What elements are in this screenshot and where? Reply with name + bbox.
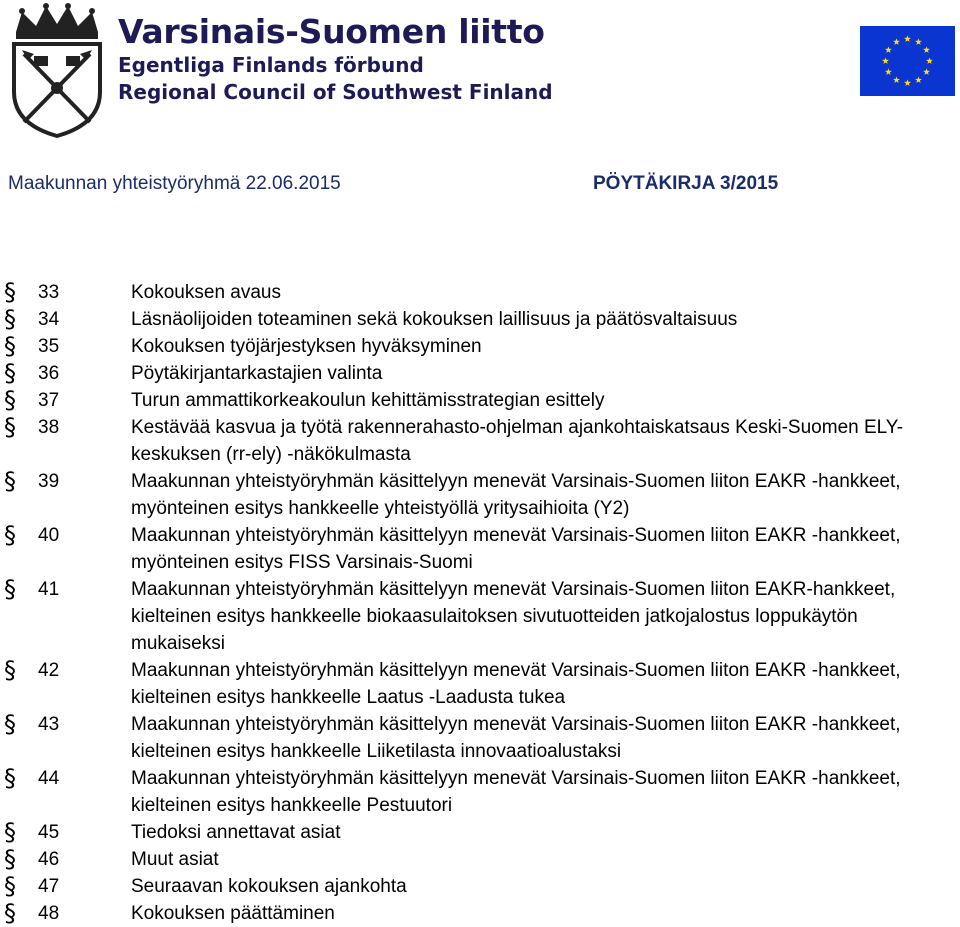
agenda-item-line: Kestävää kasvua ja työtä rakennerahasto-ohjelman ajankohtaiskatsaus Keski-Suomen ELY-	[131, 417, 904, 438]
agenda-item-number: 46	[38, 849, 60, 870]
agenda-item-number: 44	[38, 768, 60, 789]
section-symbol: §	[4, 305, 16, 333]
section-symbol: §	[4, 521, 16, 549]
agenda-item-text	[131, 846, 951, 873]
agenda-item	[0, 360, 960, 387]
agenda-item-text	[131, 522, 951, 576]
agenda-item	[0, 522, 960, 576]
organization-name-english: Regional Council of Southwest Finland	[118, 80, 553, 104]
section-symbol: §	[4, 710, 16, 738]
eu-star-icon	[926, 57, 933, 64]
section-symbol: §	[4, 899, 16, 927]
agenda-item-text	[131, 360, 951, 387]
agenda-item	[0, 711, 960, 765]
eu-star-icon	[893, 76, 900, 83]
agenda-item-line: Maakunnan yhteistyöryhmän käsittelyyn menevät Varsinais-Suomen liiton EAKR -hankkeet,	[131, 660, 901, 681]
agenda-item-line: Tiedoksi annettavat asiat	[131, 822, 341, 843]
eu-star-icon	[915, 38, 922, 45]
agenda-item-line: kielteinen esitys hankkeelle Laatus -Laadusta tukea	[131, 687, 566, 708]
agenda-item-line: kielteinen esitys hankkeelle Pestuutori	[131, 795, 453, 816]
agenda-item-text	[131, 657, 951, 711]
agenda-item-line: Läsnäolijoiden toteaminen sekä kokouksen laillisuus ja päätösvaltaisuus	[131, 309, 738, 330]
agenda-item-number: 37	[38, 390, 60, 411]
agenda-item-number: 41	[38, 579, 60, 600]
agenda-item-line: kielteinen esitys hankkeelle Liiketilasta innovaatioalustaksi	[131, 741, 622, 762]
agenda-list	[0, 279, 960, 927]
agenda-item-number: 47	[38, 876, 60, 897]
agenda-item	[0, 576, 960, 657]
agenda-item-line: myönteinen esitys FISS Varsinais-Suomi	[131, 552, 473, 573]
agenda-item-line: Maakunnan yhteistyöryhmän käsittelyyn menevät Varsinais-Suomen liiton EAKR -hankkeet,	[131, 525, 901, 546]
eu-star-icon	[885, 46, 892, 53]
section-symbol: §	[4, 278, 16, 306]
agenda-item	[0, 414, 960, 468]
section-symbol: §	[4, 386, 16, 414]
agenda-item	[0, 306, 960, 333]
agenda-item-number: 34	[38, 309, 60, 330]
organization-name-block	[118, 12, 553, 106]
agenda-item-text	[131, 576, 951, 657]
agenda-item	[0, 846, 960, 873]
section-symbol: §	[4, 467, 16, 495]
eu-star-icon	[915, 76, 922, 83]
agenda-item	[0, 873, 960, 900]
agenda-item-number: 33	[38, 282, 60, 303]
eu-star-icon	[923, 46, 930, 53]
meeting-name-date: Maakunnan yhteistyöryhmä 22.06.2015	[8, 173, 341, 194]
section-symbol: §	[4, 332, 16, 360]
agenda-item	[0, 819, 960, 846]
agenda-item-text	[131, 306, 951, 333]
agenda-item	[0, 900, 960, 927]
agenda-item-text	[131, 900, 951, 927]
agenda-item-line: Maakunnan yhteistyöryhmän käsittelyyn menevät Varsinais-Suomen liiton EAKR-hankkeet,	[131, 579, 896, 600]
document-title: PÖYTÄKIRJA 3/2015	[593, 173, 779, 194]
agenda-item-line: Kokouksen avaus	[131, 282, 281, 303]
eu-star-icon	[893, 38, 900, 45]
agenda-item-number: 36	[38, 363, 60, 384]
agenda-item-number: 48	[38, 903, 60, 924]
section-symbol: §	[4, 872, 16, 900]
agenda-item-text	[131, 333, 951, 360]
agenda-item-number: 45	[38, 822, 60, 843]
eu-star-icon	[882, 57, 889, 64]
agenda-item-number: 38	[38, 417, 60, 438]
agenda-item-text	[131, 765, 951, 819]
agenda-item-text	[131, 819, 951, 846]
section-symbol: §	[4, 575, 16, 603]
agenda-item-text	[131, 279, 951, 306]
agenda-item-line: Maakunnan yhteistyöryhmän käsittelyyn menevät Varsinais-Suomen liiton EAKR -hankkeet,	[131, 768, 901, 789]
agenda-item-line: kielteinen esitys hankkeelle biokaasulaitoksen sivutuotteiden jatkojalostus loppukäytön	[131, 606, 858, 627]
agenda-item-line: Pöytäkirjantarkastajien valinta	[131, 363, 383, 384]
agenda-item-line: Maakunnan yhteistyöryhmän käsittelyyn menevät Varsinais-Suomen liiton EAKR -hankkeet,	[131, 471, 901, 492]
agenda-item-line: Muut asiat	[131, 849, 219, 870]
eu-flag-icon	[860, 26, 955, 96]
agenda-item-line: Seuraavan kokouksen ajankohta	[131, 876, 407, 897]
section-symbol: §	[4, 845, 16, 873]
agenda-item	[0, 765, 960, 819]
agenda-item-line: Maakunnan yhteistyöryhmän käsittelyyn menevät Varsinais-Suomen liiton EAKR -hankkeet,	[131, 714, 901, 735]
agenda-item-text	[131, 711, 951, 765]
agenda-item-number: 42	[38, 660, 60, 681]
agenda-item-line: Kokouksen työjärjestyksen hyväksyminen	[131, 336, 482, 357]
eu-star-icon	[904, 35, 911, 42]
coat-of-arms-icon	[4, 2, 110, 138]
eu-star-icon	[923, 68, 930, 75]
agenda-item-text	[131, 468, 951, 522]
agenda-item-line: mukaiseksi	[131, 633, 225, 654]
section-symbol: §	[4, 656, 16, 684]
agenda-item	[0, 333, 960, 360]
agenda-item-text	[131, 873, 951, 900]
agenda-item-number: 35	[38, 336, 60, 357]
agenda-item-number: 39	[38, 471, 60, 492]
section-symbol: §	[4, 764, 16, 792]
organization-name: Varsinais-Suomen liitto	[118, 12, 545, 51]
agenda-item	[0, 657, 960, 711]
organization-name-swedish: Egentliga Finlands förbund	[118, 53, 424, 77]
document-header	[0, 0, 960, 140]
agenda-item-line: myönteinen esitys hankkeelle yhteistyöllä yritysaihioita (Y2)	[131, 498, 630, 519]
agenda-item-text	[131, 387, 951, 414]
agenda-item-text	[131, 414, 951, 468]
agenda-item-number: 40	[38, 525, 60, 546]
section-symbol: §	[4, 818, 16, 846]
eu-star-icon	[885, 68, 892, 75]
agenda-item-line: Turun ammattikorkeakoulun kehittämisstrategian esittely	[131, 390, 605, 411]
agenda-item	[0, 279, 960, 306]
section-symbol: §	[4, 413, 16, 441]
section-symbol: §	[4, 359, 16, 387]
agenda-item-line: Kokouksen päättäminen	[131, 903, 335, 924]
agenda-item-line: keskuksen (rr-ely) -näkökulmasta	[131, 444, 411, 465]
eu-star-icon	[904, 79, 911, 86]
agenda-item	[0, 387, 960, 414]
agenda-item-number: 43	[38, 714, 60, 735]
agenda-item	[0, 468, 960, 522]
